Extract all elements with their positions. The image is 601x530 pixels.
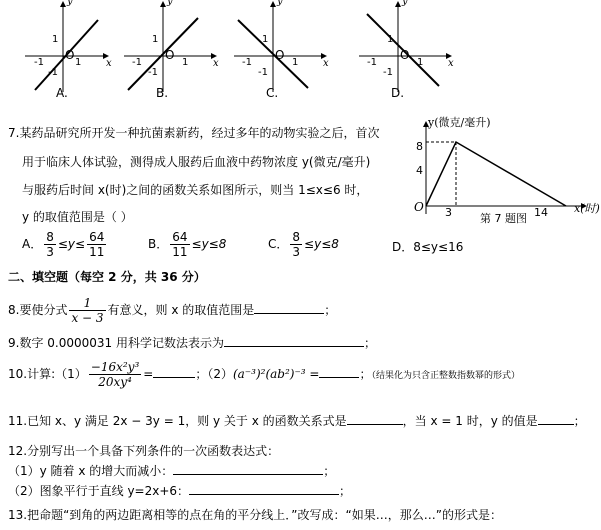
frac-64-11 (87, 230, 106, 259)
q11-answer2-blank[interactable] (538, 412, 574, 425)
q12-answer2-blank[interactable] (189, 482, 339, 495)
chart-y-label: y(微克/毫升) (428, 116, 491, 129)
q7-option-c (268, 230, 339, 259)
tick-neg1: -1 (242, 57, 252, 68)
origin-label: O (65, 48, 75, 62)
chart-caption: 第 7 题图 (480, 212, 527, 225)
opt-a-mid: ≤y≤ (57, 237, 86, 251)
den: 3 (46, 245, 54, 259)
tick-1: 1 (387, 34, 394, 45)
graph-b (120, 0, 225, 100)
x-label: x (448, 58, 454, 69)
tick-1-x: 1 (417, 57, 424, 68)
opt-c-label: C． (268, 237, 289, 251)
origin-label: O (275, 48, 285, 62)
q7-line1: 7.某药品研究所开发一种抗菌素新药，经过多年的动物实验之后，首次 (8, 126, 380, 140)
den: 11 (172, 245, 188, 259)
den: 11 (89, 245, 105, 259)
option-label: D. (391, 86, 405, 100)
option-label: C. (266, 86, 279, 100)
q7-chart (408, 118, 598, 228)
q11-end: ； (573, 414, 586, 428)
chart-x-label: x(时) (574, 202, 600, 215)
q10 (8, 360, 520, 389)
opt-b-label: B． (148, 237, 169, 251)
q8-answer-blank[interactable] (254, 301, 324, 314)
q12-title: 12.分别写出一个具备下列条件的一次函数表达式： (8, 444, 280, 458)
num: 8 (46, 230, 54, 244)
q9 (8, 334, 376, 351)
opt-a-label: A． (22, 237, 43, 251)
tick-neg1: -1 (132, 57, 142, 68)
num: −16x²y³ (90, 360, 140, 374)
q9-end: ； (363, 336, 376, 350)
opt-b-rest: ≤y≤8 (191, 237, 227, 251)
x-label: x (106, 58, 112, 69)
x-label: x (213, 58, 219, 69)
num: 64 (172, 230, 188, 244)
tick-1: 1 (152, 34, 159, 45)
q8-end: ； (324, 303, 337, 317)
den: x − 3 (71, 311, 104, 325)
q10-eq: = (143, 367, 154, 381)
q12-sub2-text: （2）图象平行于直线 y=2x+6： (8, 484, 190, 498)
q10-mid: ；（2） (195, 367, 233, 381)
origin-label: O (400, 48, 410, 62)
q7-line4: y 的取值范围是（ ） (22, 210, 133, 224)
tick-1-x: 1 (292, 57, 299, 68)
section-title: 二、填空题（每空 2 分，共 36 分） (8, 270, 206, 284)
concentration-curve (426, 142, 566, 206)
chart-origin: O (414, 200, 424, 214)
frac-8-3 (44, 230, 56, 259)
y-label: y (67, 0, 73, 7)
num: 64 (89, 230, 105, 244)
tick-neg1: -1 (367, 57, 377, 68)
q12-sub2-end: ； (339, 484, 352, 498)
tick-1: 1 (52, 34, 59, 45)
num: 8 (292, 230, 301, 244)
q10-fraction (89, 360, 142, 389)
q10-expr2: (a⁻³)²(ab²)⁻³ = (232, 367, 320, 381)
q7-option-d: D．8≤y≤16 (392, 240, 464, 254)
chart-tick-y-8: 8 (416, 140, 423, 153)
frac-8-3 (290, 230, 302, 259)
q8-post: 有意义，则 x 的取值范围是 (107, 303, 255, 317)
q12-sub1 (8, 462, 335, 479)
q10-answer2-blank[interactable] (319, 365, 359, 378)
graph-d (355, 0, 460, 100)
frac-64-11 (170, 230, 189, 259)
tick-neg1-y: -1 (258, 67, 268, 78)
den: 20xy⁴ (98, 375, 132, 389)
q7-option-b (148, 230, 226, 259)
q10-end: ； (359, 367, 372, 381)
q12-answer1-blank[interactable] (173, 462, 323, 475)
q11-text: 11.已知 x、y 满足 2x − 3y = 1，则 y 关于 x 的函数关系式是 (8, 414, 347, 428)
q8-pre: 8.要使分式 (8, 303, 68, 317)
q7-line2: 用于临床人体试验，测得成人服药后血液中药物浓度 y(微克/毫升) (22, 155, 371, 169)
q9-answer-blank[interactable] (224, 334, 364, 347)
tick-neg1-y: -1 (48, 67, 58, 78)
q7-option-a (22, 230, 108, 259)
tick-1-x: 1 (182, 57, 189, 68)
chart-tick-y-4: 4 (416, 164, 423, 177)
q12-sub1-text: （1）y 随着 x 的增大而减小： (8, 464, 174, 478)
x-label: x (323, 58, 329, 69)
tick-neg1: -1 (34, 57, 44, 68)
y-label: y (277, 0, 283, 7)
q10-answer1-blank[interactable] (153, 365, 195, 378)
q8-fraction (69, 296, 105, 325)
q8 (8, 296, 336, 325)
tick-1-x: 1 (75, 57, 82, 68)
tick-1: 1 (262, 34, 269, 45)
y-label: y (167, 0, 173, 7)
q12-sub2 (8, 482, 351, 499)
chart-tick-x-14: 14 (534, 206, 548, 219)
option-label: A. (56, 86, 68, 100)
tick-neg1-y: -1 (383, 67, 393, 78)
q10-note: （结果化为只含正整数指数幂的形式） (371, 371, 520, 381)
q9-text: 9.数字 0.0000031 用科学记数法表示为 (8, 336, 224, 350)
num: 1 (69, 296, 105, 311)
graph-c (230, 0, 335, 100)
q11-answer1-blank[interactable] (347, 412, 403, 425)
q12-sub1-end: ； (323, 464, 336, 478)
opt-c-rest: ≤y≤8 (304, 237, 339, 251)
graph-a (20, 0, 115, 100)
y-label: y (402, 0, 408, 7)
tick-neg1-y: -1 (148, 67, 158, 78)
q11 (8, 412, 586, 429)
q10-pre: 10.计算:（1） (8, 367, 87, 381)
chart-tick-x-3: 3 (445, 206, 452, 219)
origin-label: O (165, 48, 175, 62)
q11-mid: ，当 x = 1 时，y 的值是 (402, 414, 538, 428)
den: 3 (292, 245, 301, 259)
option-label: B. (156, 86, 169, 100)
q13: 13.把命题“到角的两边距离相等的点在角的平分线上．”改写成：“如果…，那么…”的形式是： (8, 508, 502, 522)
q7-line3: 与服药后时间 x(时)之间的函数关系如图所示，则当 1≤x≤6 时， (22, 183, 369, 197)
